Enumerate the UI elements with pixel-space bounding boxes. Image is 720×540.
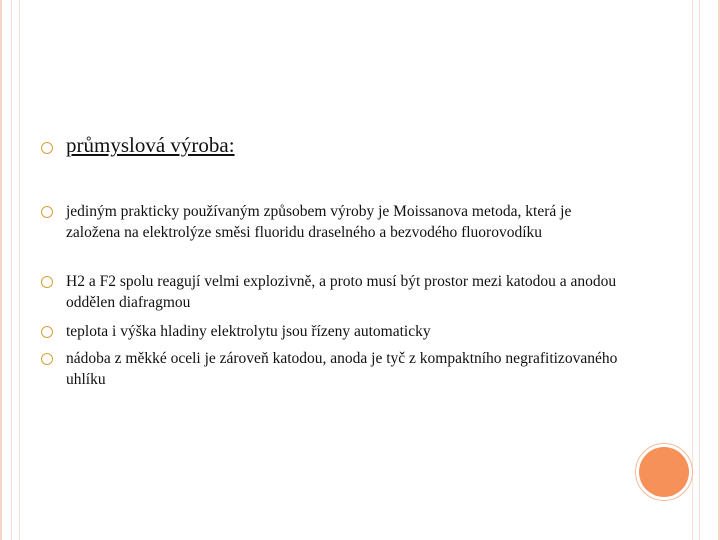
frame-line-right-outer [699,0,700,540]
bullet-icon [41,142,53,154]
bullet-item-2: H2 a F2 spolu reagují velmi explozivně, a proto musí být prostor mezi katodou a anodou oddělen diafragmou [66,273,617,311]
bullet-icon [41,326,53,338]
bullet-item-4: nádoba z měkké oceli je zároveň katodou, anoda je tyč z kompaktního negrafitizovaného uhlíku [66,350,618,388]
bullet-icon [41,276,53,288]
bullet-icon [41,353,53,365]
frame-line-left-outer [11,0,12,540]
bullet-icon [41,206,53,218]
decorative-circle [639,447,689,497]
slide-heading: průmyslová výroba: [66,133,235,157]
frame-line-left-inner [19,0,20,540]
bullet-item-3: teplota i výška hladiny elektrolytu jsou řízeny automaticky [66,323,431,340]
frame-line-right-inner [692,0,693,540]
bullet-item-1: jediným prakticky používaným způsobem výroby je Moissanova metoda, která je založena na elektrolýze směsi fluoridu draselného a bezvodého fluorovodíku [66,203,572,241]
